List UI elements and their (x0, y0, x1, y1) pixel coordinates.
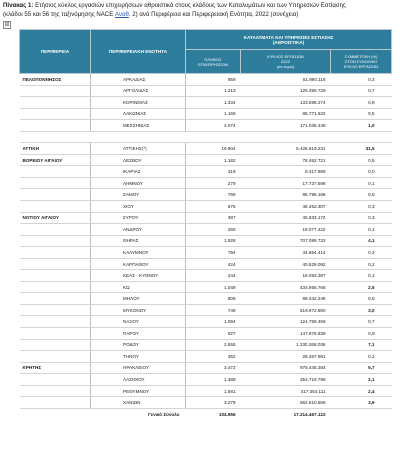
count-cell: 1.334 (186, 97, 241, 109)
region-cell: ΑΤΤΙΚΗ (20, 143, 91, 155)
region-cell: ΝΟΤΙΟΥ ΑΙΓΑΙΟΥ (20, 212, 91, 224)
region-cell (20, 258, 91, 270)
count-cell: 1.389 (186, 374, 241, 386)
turnover-cell: 8.317.889 (241, 166, 331, 178)
table-row (20, 235, 392, 247)
turnover-cell: 133.698.274 (241, 97, 331, 109)
count-cell: 959 (186, 74, 241, 86)
share-cell: 2,4 (331, 385, 392, 397)
table-row (20, 385, 392, 397)
table-spacer-row (20, 131, 392, 143)
share-cell: 0,7 (331, 85, 392, 97)
total-turnover: 17.214.467.122 (241, 408, 331, 421)
count-cell: 424 (186, 258, 241, 270)
count-cell: 319 (186, 166, 241, 178)
share-cell: 31,5 (331, 143, 392, 155)
caption-link[interactable]: Αναθ (114, 11, 129, 18)
unit-cell: ΛΗΜΝΟΥ (91, 177, 186, 189)
share-cell: 0,3 (331, 201, 392, 213)
unit-cell: ΣΑΜΟΥ (91, 189, 186, 201)
region-cell (20, 120, 91, 132)
count-cell: 1.681 (186, 385, 241, 397)
region-cell (20, 177, 91, 189)
spacer-cell (186, 131, 241, 143)
share-cell: 3,9 (331, 397, 392, 409)
share-cell: 0,5 (331, 154, 392, 166)
count-cell: 1.049 (186, 281, 241, 293)
region-cell (20, 351, 91, 363)
table-row (20, 374, 392, 386)
turnover-table (19, 29, 392, 421)
share-cell: 0,7 (331, 316, 392, 328)
share-cell: 0,2 (331, 351, 392, 363)
table-row (20, 293, 392, 305)
table-row (20, 177, 392, 189)
table-row (20, 351, 392, 363)
count-cell: 575 (186, 201, 241, 213)
table-row (20, 270, 392, 282)
region-cell (20, 247, 91, 259)
table-row (20, 74, 392, 86)
table-row (20, 247, 392, 259)
turnover-cell: 48.453.307 (241, 201, 331, 213)
region-cell (20, 293, 91, 305)
turnover-cell: 434.955.766 (241, 281, 331, 293)
share-cell: 0,1 (331, 177, 392, 189)
unit-cell: ΡΕΘΥΜΝΟΥ (91, 385, 186, 397)
table-row (20, 362, 392, 374)
region-cell: ΚΡΗΤΗΣ (20, 362, 91, 374)
share-cell: 0,8 (331, 97, 392, 109)
region-cell (20, 224, 91, 236)
turnover-cell: 85.771.632 (241, 108, 331, 120)
table-caption (3, 1, 402, 19)
turnover-cell: 19.077.422 (241, 224, 331, 236)
region-cell (20, 270, 91, 282)
spacer-cell (20, 131, 91, 143)
turnover-cell: 354.719.798 (241, 374, 331, 386)
count-cell: 3.472 (186, 362, 241, 374)
turnover-cell: 17.737.599 (241, 177, 331, 189)
total-share (331, 408, 392, 421)
region-cell (20, 166, 91, 178)
share-cell: 2,1 (331, 374, 392, 386)
spacer-cell (241, 131, 331, 143)
turnover-cell: 51.990.116 (241, 74, 331, 86)
turnover-cell: 5.426.519.231 (241, 143, 331, 155)
count-cell: 1.928 (186, 235, 241, 247)
count-cell: 794 (186, 247, 241, 259)
header-turnover: ΚΥΚΛΟΣ ΕΡΓΑΣΙΩΝ 2022 (σε ευρώ) (241, 50, 331, 74)
caption-text: (κλάδοι 55 και 56 της ταξινόμησης NACE (3, 11, 115, 18)
unit-cell: ΠΑΡΟΥ (91, 328, 186, 340)
share-cell: 0,3 (331, 247, 392, 259)
region-cell (20, 108, 91, 120)
share-cell: 4,1 (331, 235, 392, 247)
count-cell: 387 (186, 212, 241, 224)
count-cell: 3.279 (186, 397, 241, 409)
share-cell: 0,2 (331, 258, 392, 270)
total-count: 104.956 (186, 408, 241, 421)
header-region: ΠΕΡΙΦΕΡΕΙΑ (20, 30, 91, 74)
share-cell: 0,3 (331, 74, 392, 86)
turnover-cell: 664.810.586 (241, 397, 331, 409)
table-row (20, 85, 392, 97)
turnover-cell: 78.462.721 (241, 154, 331, 166)
caption-line-1 (3, 1, 402, 10)
unit-cell: ΘΗΡΑΣ (91, 235, 186, 247)
region-cell: ΠΕΛΟΠΟΝΝΗΣΟΣ (20, 74, 91, 86)
share-cell: 0,1 (331, 270, 392, 282)
unit-cell: ΜΗΛΟΥ (91, 293, 186, 305)
unit-cell: ΛΑΣΙΘΙΟΥ (91, 374, 186, 386)
count-cell: 749 (186, 304, 241, 316)
share-cell: 0,5 (331, 189, 392, 201)
count-cell: 927 (186, 328, 241, 340)
table-row (20, 224, 392, 236)
header-share: ΣΥΜΜΕΤΟΧΗ (%) ΣΤΟΝ ΣΥΝΟΛΙΚΟ ΚΥΚΛΟ ΕΡΓΑΣΙΩΝ (331, 50, 392, 74)
turnover-cell: 89.442.249 (241, 293, 331, 305)
table-move-handle-icon[interactable]: ⊞ (4, 22, 10, 28)
table-row (20, 328, 392, 340)
table-row (20, 143, 392, 155)
region-cell (20, 316, 91, 328)
count-cell: 2.074 (186, 120, 241, 132)
count-cell: 19.804 (186, 143, 241, 155)
count-cell: 279 (186, 177, 241, 189)
unit-cell: ΜΥΚΟΝΟΥ (91, 304, 186, 316)
table-row (20, 201, 392, 213)
turnover-cell: 147.976.839 (241, 328, 331, 340)
turnover-cell: 519.972.890 (241, 304, 331, 316)
count-cell: 352 (186, 351, 241, 363)
turnover-cell: 171.035.448 (241, 120, 331, 132)
count-cell: 1.168 (186, 108, 241, 120)
region-cell (20, 385, 91, 397)
count-cell: 769 (186, 189, 241, 201)
table-row (20, 281, 392, 293)
header-count: ΠΛΗΘΟΣ ΕΠΙΧΕΙΡΗΣΕΩΝ (186, 50, 241, 74)
table-row (20, 316, 392, 328)
share-cell: 1,0 (331, 120, 392, 132)
table-row (20, 166, 392, 178)
region-cell (20, 397, 91, 409)
turnover-cell: 85.795.166 (241, 189, 331, 201)
total-label: Γενικό Σύνολο (20, 408, 186, 421)
turnover-cell: 18.093.387 (241, 270, 331, 282)
share-cell: 0,1 (331, 224, 392, 236)
turnover-cell: 125.359.729 (241, 85, 331, 97)
turnover-cell: 417.354.111 (241, 385, 331, 397)
region-cell: ΒΟΡΕΙΟΥ ΑΙΓΑΙΟΥ (20, 154, 91, 166)
table-body (20, 74, 392, 421)
share-cell: 2,5 (331, 281, 392, 293)
unit-cell: ΧΑΝΙΩΝ (91, 397, 186, 409)
unit-cell: ΗΡΑΚΛΕΙΟΥ (91, 362, 186, 374)
share-cell: 7,1 (331, 339, 392, 351)
share-cell: 3,0 (331, 304, 392, 316)
share-cell: 0,0 (331, 166, 392, 178)
turnover-cell: 124.759.456 (241, 316, 331, 328)
total-row (20, 408, 392, 421)
share-cell: 5,7 (331, 362, 392, 374)
unit-cell: ΧΙΟΥ (91, 201, 186, 213)
unit-cell: ΑΡΚΑΔΙΑΣ (91, 74, 186, 86)
region-cell (20, 304, 91, 316)
unit-cell: ΑΡΓΟΛΙΔΑΣ (91, 85, 186, 97)
turnover-cell: 707.099.732 (241, 235, 331, 247)
unit-cell: ΝΑΞΟΥ (91, 316, 186, 328)
region-cell (20, 235, 91, 247)
region-cell (20, 85, 91, 97)
count-cell: 809 (186, 293, 241, 305)
region-cell (20, 189, 91, 201)
region-cell (20, 281, 91, 293)
table-row (20, 339, 392, 351)
spacer-cell (91, 131, 186, 143)
unit-cell: ΛΕΣΒΟΥ (91, 154, 186, 166)
share-cell: 0,5 (331, 108, 392, 120)
caption-title: Ετήσιος κύκλος εργασιών επιχειρήσεων αθροιστικά στους κλάδους των Καταλυμάτων και των Υπηρεσιών Εστίασης (33, 2, 346, 9)
table-row (20, 304, 392, 316)
count-cell: 2.655 (186, 339, 241, 351)
turnover-cell: 1.230.268.036 (241, 339, 331, 351)
turnover-cell: 28.367.981 (241, 351, 331, 363)
unit-cell: ΚΟΡΙΝΘΙΑΣ (91, 97, 186, 109)
turnover-cell: 40.529.092 (241, 258, 331, 270)
table-row (20, 189, 392, 201)
unit-cell: ΑΤΤΙΚΗΣ(*) (91, 143, 186, 155)
unit-cell: ΡΟΔΟΥ (91, 339, 186, 351)
count-cell: 1.182 (186, 154, 241, 166)
region-cell (20, 339, 91, 351)
count-cell: 260 (186, 224, 241, 236)
unit-cell: ΤΗΝΟΥ (91, 351, 186, 363)
table-row (20, 154, 392, 166)
unit-cell: ΚΩ (91, 281, 186, 293)
share-cell: 0,3 (331, 212, 392, 224)
unit-cell: ΚΑΛΥΜΝΟΥ (91, 247, 186, 259)
count-cell: 1.213 (186, 85, 241, 97)
share-cell: 0,9 (331, 328, 392, 340)
turnover-cell: 44.864.414 (241, 247, 331, 259)
unit-cell: ΚΑΡΠΑΘΟΥ (91, 258, 186, 270)
unit-cell: ΣΥΡΟΥ (91, 212, 186, 224)
region-cell (20, 328, 91, 340)
count-cell: 1.094 (186, 316, 241, 328)
table-row (20, 97, 392, 109)
header-unit: ΠΕΡΙΦΕΡΕΙΑΚΗ ΕΝΟΤΗΤΑ (91, 30, 186, 74)
unit-cell: ΚΕΑΣ - ΚΥΘΝΟΥ (91, 270, 186, 282)
header-group: ΚΑΤΑΛΥΜΑΤΑ ΚΑΙ ΥΠΗΡΕΣΙΕΣ ΕΣΤΙΑΣΗΣ (ΑΘΡΟΙΣΤΙΚΑ) (186, 30, 392, 50)
region-cell (20, 97, 91, 109)
unit-cell: ΙΚΑΡΙΑΣ (91, 166, 186, 178)
table-row (20, 397, 392, 409)
table-row (20, 258, 392, 270)
caption-line-2 (3, 10, 402, 19)
table-row (20, 108, 392, 120)
table-row (20, 212, 392, 224)
unit-cell: ΑΝΔΡΟΥ (91, 224, 186, 236)
caption-text-end: . 2) ανά Περιφέρεια και Περιφερειακή Ενότητα, 2022 (συνέχεια) (128, 11, 299, 18)
caption-label: Πίνακας 1: (3, 2, 34, 9)
share-cell: 0,5 (331, 293, 392, 305)
unit-cell: ΜΕΣΣΗΝΙΑΣ (91, 120, 186, 132)
region-cell (20, 374, 91, 386)
region-cell (20, 201, 91, 213)
count-cell: 244 (186, 270, 241, 282)
turnover-cell: 46.833.172 (241, 212, 331, 224)
turnover-cell: 978.445.384 (241, 362, 331, 374)
unit-cell: ΛΑΚΩΝΙΑΣ (91, 108, 186, 120)
table-row (20, 120, 392, 132)
spacer-cell (331, 131, 392, 143)
